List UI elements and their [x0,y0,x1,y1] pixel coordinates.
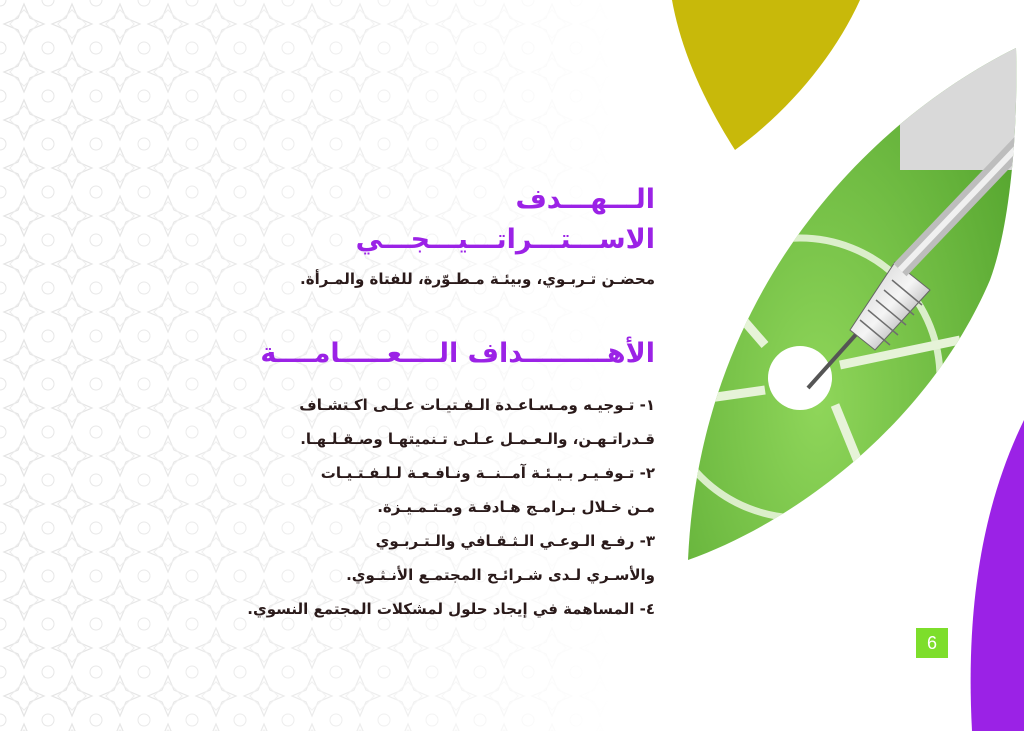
text-content [235,180,655,626]
list-item: والأسـري لـدى شـرائـح المجتمـع الأنـثـوي. [346,566,655,584]
decorative-artwork [650,0,1024,731]
list-item: ٣- رفـع الـوعـي الـثـقـافي والـتـربـوي [375,532,655,550]
general-goals-list [235,388,655,626]
purple-shape [971,420,1024,731]
list-item: ٤- المساهمة في إيجاد حلول لمشكلات المجتمع النسوي. [247,600,655,618]
list-item: ١- تـوجيـه ومـسـاعـدة الـفـتيـات عـلـى اكـتشـاف [299,396,655,414]
list-item: قـدراتـهـن، والـعـمـل عـلـى تـنميتهـا وصـقـلـهـا. [300,430,655,448]
strategic-goal-heading: الـــهـــدف الاســـتـــراتـــيـــجـــي [355,184,655,255]
list-item: مـن خـلال بـرامـج هـادفـة ومـتـمـيـزة. [377,498,655,516]
olive-leaf-shape [672,0,860,150]
strategic-goal-text: محضـن تـربـوي، وبيئـة مـطـوّرة، للفتاة والمـرأة. [300,270,655,288]
general-goals-heading: الأهـــــــــداف الــــعـــــامــــة [260,338,655,369]
list-item: ٢- تـوفـيـر بـيـئـة آمــنــة ونـافـعـة لـلـفـتـيـات [320,464,655,482]
page-number: 6 [916,628,948,658]
